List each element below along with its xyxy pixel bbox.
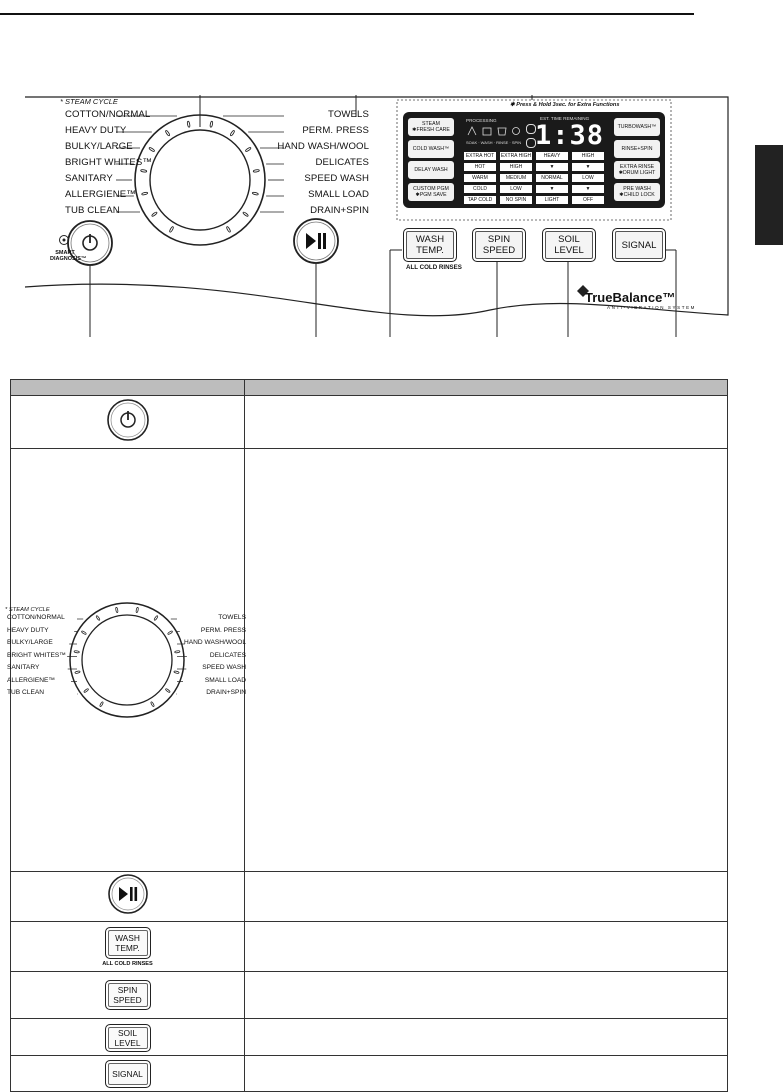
table-header — [11, 380, 728, 396]
cycle-label-perm-press: PERM. PRESS — [302, 125, 369, 136]
dial-label-bright-whites: BRIGHT WHITES™ — [7, 651, 66, 659]
cycle-label-drain-spin: DRAIN+SPIN — [310, 205, 369, 216]
dial-label-drain-spin: DRAIN+SPIN — [206, 689, 246, 696]
dial-label-delicates: DELICATES — [209, 651, 246, 659]
cycle-label-heavy-duty: HEAVY DUTY — [65, 125, 127, 136]
lcd-option-r4-c1: COLD — [464, 185, 496, 193]
lcd-option-r3-c3: NORMAL — [536, 174, 568, 182]
cycle-label-speed-wash: SPEED WASH — [304, 173, 369, 184]
table-row-spin-speed — [11, 972, 728, 1019]
cycle-label-towels: TOWELS — [328, 109, 369, 120]
table-row-wash-temp — [11, 922, 728, 972]
power-icon — [103, 397, 153, 443]
signal-button[interactable]: SIGNAL — [612, 228, 666, 262]
section-tab — [755, 145, 783, 245]
steam-cycle-note: * STEAM CYCLE — [60, 97, 118, 106]
lcd-option-r4-c3: ▼ — [536, 185, 568, 193]
dial-label-bulky-large: BULKY/LARGE — [7, 639, 53, 646]
table-row-cycle-dial — [11, 449, 728, 872]
table-row-soil-level — [11, 1019, 728, 1056]
dial-label-perm-press: PERM. PRESS — [200, 626, 246, 634]
all-cold-rinses-label: ALL COLD RINSES — [406, 264, 462, 271]
lcd-option-r5-c1: TAP COLD — [464, 196, 496, 204]
smart-diagnosis-label: SMART DIAGNOSIS™ — [50, 250, 87, 262]
lcd-option-r2-c3: ▼ — [536, 163, 568, 171]
dial-label-tub-clean: TUB CLEAN — [7, 689, 45, 696]
lcd-right-button-1[interactable]: TURBOWASH™ — [614, 118, 660, 136]
dial-label-towels: TOWELS — [218, 614, 246, 621]
lcd-option-r4-c4: ▼ — [572, 185, 604, 193]
cycle-label-allergiene: ALLERGIENE™ — [65, 189, 136, 200]
time-remaining: 1:38 — [535, 120, 605, 151]
cycle-dial-illustration — [5, 520, 246, 800]
wash-temp-sub-label: ALL COLD RINSES — [102, 960, 153, 967]
cycle-label-cotton-normal: COTTON/NORMAL — [65, 109, 151, 120]
dial-label-allergiene: ALLERGIENE™ — [7, 676, 56, 684]
lcd-option-r2-c4: ▼ — [572, 163, 604, 171]
dial-label-cotton-normal: COTTON/NORMAL — [7, 614, 65, 621]
lcd-option-r2-c1: HOT — [464, 163, 496, 171]
cycle-label-delicates: DELICATES — [315, 157, 369, 168]
lcd-option-r1-c4: HIGH — [572, 152, 604, 160]
dial-steam-cycle-note: * STEAM CYCLE — [5, 607, 50, 613]
lcd-right-button-2[interactable]: RINSE+SPIN — [614, 140, 660, 158]
lcd-left-button-2[interactable]: COLD WASH™ — [408, 140, 454, 158]
cycle-label-tub-clean: TUB CLEAN — [65, 205, 120, 216]
lcd-right-button-3[interactable]: EXTRA RINSE ✱DRUM LIGHT — [614, 161, 660, 179]
lcd-option-r1-c3: HEAVY — [536, 152, 568, 160]
truebalance-brand: TrueBalance™ — [585, 290, 676, 305]
cycle-label-bright-whites: BRIGHT WHITES™ — [65, 157, 153, 168]
cycle-label-bulky-large: BULKY/LARGE — [65, 141, 133, 152]
lcd-right-button-4[interactable]: PRE WASH ✱CHILD LOCK — [614, 183, 660, 201]
lcd-option-r3-c1: WARM — [464, 174, 496, 182]
start-pause-icon — [105, 872, 151, 916]
table-row-signal — [11, 1056, 728, 1092]
processing-label: PROCESSING — [466, 118, 497, 123]
lcd-left-button-4[interactable]: CUSTOM PGM ✱PGM SAVE — [408, 183, 454, 201]
lcd-option-r1-c2: EXTRA HIGH — [500, 153, 532, 159]
spin-speed-icon: SPIN SPEED — [105, 980, 151, 1010]
soil-level-icon: SOIL LEVEL — [105, 1024, 151, 1052]
cycle-label-small-load: SMALL LOAD — [308, 189, 369, 200]
lcd-option-r5-c3: LIGHT — [536, 196, 568, 204]
dial-label-small-load: SMALL LOAD — [204, 676, 246, 684]
dial-label-hand-wash-wool: HAND WASH/WOOL — [183, 639, 246, 646]
lcd-option-r3-c2: MEDIUM — [500, 174, 532, 182]
est-time-label: EST. TIME REMAINING — [540, 116, 590, 121]
cycle-label-sanitary: SANITARY — [65, 173, 113, 184]
hold-hint: ✱ Press & Hold 3sec. for Extra Functions — [510, 102, 620, 108]
signal-icon: SIGNAL — [105, 1060, 151, 1088]
wash-temp-icon: WASH TEMP. — [105, 927, 151, 959]
dial-label-speed-wash: SPEED WASH — [202, 664, 246, 671]
cycle-label-hand-wash-wool: HAND WASH/WOOL — [277, 141, 369, 152]
dial-label-sanitary: SANITARY — [7, 664, 40, 671]
table-row-power — [11, 396, 728, 449]
lcd-option-r2-c2: HIGH — [500, 163, 532, 171]
soil-level-button[interactable]: SOIL LEVEL — [542, 228, 596, 262]
lcd-option-r5-c2: NO SPIN — [500, 196, 532, 204]
spin-speed-button[interactable]: SPIN SPEED — [472, 228, 526, 262]
lcd-option-r1-c1: EXTRA HOT — [465, 153, 495, 159]
lcd-option-r5-c4: OFF — [572, 196, 604, 204]
wash-temp-button[interactable]: WASH TEMP. — [403, 228, 457, 262]
header-rule — [0, 13, 694, 15]
lcd-option-r3-c4: LOW — [572, 174, 604, 182]
stage-icons — [466, 125, 526, 137]
lcd-left-button-3[interactable]: DELAY WASH — [408, 161, 454, 179]
dial-label-heavy-duty: HEAVY DUTY — [7, 626, 49, 634]
lcd-option-r4-c2: LOW — [500, 185, 532, 193]
lcd-left-button-1[interactable]: STEAM ✱FRESH CARE — [408, 118, 454, 136]
table-row-start-pause — [11, 872, 728, 922]
truebalance-subtitle: ANTI-VIBRATION SYSTEM — [607, 305, 697, 310]
controls-table — [5, 379, 728, 1092]
stages-label: SOAK · WASH · RINSE · SPIN — [466, 140, 522, 145]
